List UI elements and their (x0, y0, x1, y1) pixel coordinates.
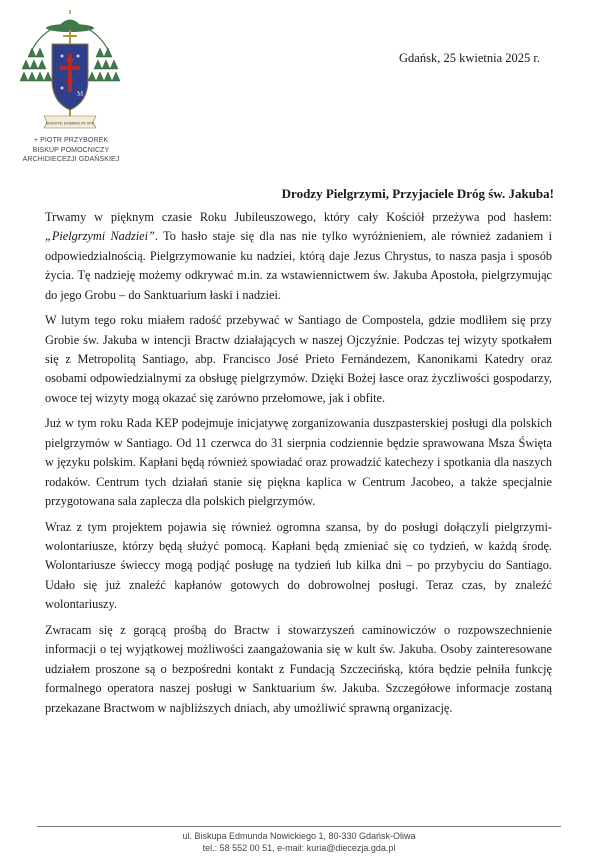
paragraph-1-part-b: . To hasło staje się dla nas nie tylko wyróżnieniem, ale również zadaniem i odpowiedzialnością. Pielgrzymowanie ku nadziei, którą daje Jezus Chrystus, to nasza pasja i sposób życia. Tę nadzieję możemy odkrywać m.in. za wstawiennictwem św. Jakuba Apostoła, pielgrzymując do jego Grobu – do Sanktuarium łaski i nadziei. (45, 229, 552, 302)
paragraph-3: Już w tym roku Rada KEP podejmuje inicjatywę zorganizowania duszpasterskiej posługi dla polskich pielgrzymów w Santiago. Od 11 czerwca do 31 sierpnia codziennie będzie sprawowana Msza Święta w języku polskim. Kapłani będą również spowiadać oraz prowadzić katechezy i spotkania dla naszych rodaków. Centrum tych działań stanie się piękna kaplica w Centrum Jacobeo, a także specjalnie przygotowana sala zaplecza dla polskich pielgrzymów. (45, 416, 552, 509)
issuer-diocese: ARCHIDIECEZJI GDAŃSKIEJ (22, 156, 120, 163)
salutation: Drodzy Pielgrzymi, Przyjaciele Dróg św. Jakuba! (281, 186, 554, 201)
tassels-left-icon (20, 30, 52, 81)
issuer-block (14, 136, 128, 165)
letter-body (45, 208, 552, 724)
motto-ribbon-icon (44, 116, 96, 128)
footer (0, 831, 598, 854)
paragraph-1-slogan: „Pielgrzymi Nadziei” (45, 229, 155, 244)
svg-text:SERVITE DOMINO IN SPE: SERVITE DOMINO IN SPE (45, 120, 95, 126)
paragraph-5: Zwracam się z gorącą prośbą do Bractw i stowarzyszeń caminowiczów o rozpowszechnienie informacji o tej wyjątkowej możliwości zaangażowania się w kult św. Jakuba. Osoby zainteresowane udziałem proszone są o bezpośredni kontakt z Fundacją Szczecińską, która będzie pełniła funkcję formalnego operatora naszej posługi w Sanktuarium św. Jakuba. Szczegółowe informacje zostaną przekazane Bractwom w najbliższych dniach, aby umożliwić sprawną organizację. (45, 622, 552, 715)
paragraph-1 (45, 208, 552, 305)
episcopal-coat-of-arms (20, 10, 120, 136)
footer-divider (37, 826, 561, 827)
issuer-title: BISKUP POMOCNICZY (32, 146, 110, 154)
footer-address: ul. Biskupa Edmunda Nowickiego 1, 80-330 Gdańsk-Oliwa (182, 831, 416, 841)
shield-icon (52, 44, 88, 110)
letter-date: Gdańsk, 25 kwietnia 2025 r. (399, 51, 540, 65)
footer-contact: tel.: 58 552 00 51, e-mail: kuria@diecezja.gda.pl (202, 842, 396, 853)
galero-hat-icon (46, 10, 94, 32)
paragraph-1-part-a: Trwamy w pięknym czasie Roku Jubileuszowego, który cały Kościół przeżywa pod hasłem: (45, 210, 552, 224)
issuer-name: + PIOTR PRZYBOREK (33, 137, 109, 144)
svg-text:M: M (77, 90, 84, 98)
tassels-right-icon (88, 30, 120, 81)
paragraph-2: W lutym tego roku miałem radość przebywać w Santiago de Compostela, gdzie modliłem się przy Grobie św. Jakuba w intencji Bractw działających w naszej Ojczyźnie. Podczas tej wizyty spotkałem się z Metropolitą Santiago, abp. Francisco José Prieto Fernándezem, Kanonikami Katedry oraz osobami odpowiedzialnymi za obsługę pielgrzymów. Dzięki Bożej łasce oraz życzliwości gospodarzy, owoce tej wizyty mogą okazać się zarówno przełomowe, jak i obfite. (45, 313, 552, 405)
paragraph-4: Wraz z tym projektem pojawia się również ogromna szansa, by do posługi dołączyli pielgrzymi-wolontariusze, którzy będą służyć pomocą. Kapłani będą zmieniać się co tydzień, w każdą środę. Wolontariusze świeccy mogą podjąć posługę na tydzień lub kilka dni – po przybyciu do Santiago. Udało się już znaleźć kapłanów gotowych do dobrowolnej posługi. Teraz czas, by znaleźć wolontariuszy. (45, 519, 552, 612)
